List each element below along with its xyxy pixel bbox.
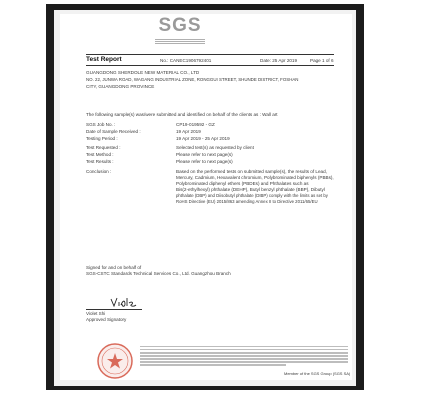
report-page: Page 1 of 6	[310, 58, 334, 63]
conclusion-line: phthalate (DBP) and Diisobutyl phthalate (DIBP) comply with the limits as set by	[176, 193, 328, 198]
sgs-logo-lines	[155, 39, 205, 44]
handwritten-signature	[110, 296, 138, 308]
field-label: Testing Period :	[86, 136, 118, 141]
report-date: Date: 25 Apr 2019	[260, 58, 298, 63]
conclusion-line: Based on the performed tests on submitted sample(s), the results of Lead,	[176, 169, 327, 174]
header-rule	[86, 54, 334, 55]
field-value: 19 Apr 2019	[176, 129, 201, 134]
signed-company: SGS-CSTC Standards Technical Services Co., Ltd. Guangzhou Branch	[86, 271, 231, 276]
applicant-address-1: NO. 22, JUNWA ROAD, WAGANG INDUSTRIAL ZONE, RONGGUI STREET, SHUNDE DISTRICT, FOSHAN	[86, 77, 299, 82]
signature-rule	[86, 309, 142, 310]
sample-intro: The following sample(s) was/were submitted and identified on behalf of the clients as : Wall art	[86, 112, 278, 117]
signatory-name: Violet Shi	[86, 311, 106, 316]
conclusion-line: RoHS Directive (EU) 2015/863 amending Annex II to Directive 2011/65/EU	[176, 199, 318, 204]
field-value: Selected test(s) as requested by client	[176, 145, 254, 150]
applicant-name: GUANGDONG SHERDOLE NEW MATERIAL CO., LTD	[86, 70, 200, 75]
field-value: 19 Apr 2019 - 25 Apr 2019	[176, 136, 230, 141]
applicant-address-2: CITY, GUANGDONG PROVINCE	[86, 84, 155, 89]
footer-note: Member of the SGS Group (SGS SA)	[284, 371, 351, 376]
field-label: Date of Sample Received :	[86, 129, 141, 134]
field-label: SGS Job No. :	[86, 122, 116, 127]
fine-print	[140, 346, 348, 370]
conclusion-line: Polybrominated diphenyl ethers (PBDEs) and Phthalates such as	[176, 181, 309, 186]
report-number: No.: CANEC1906792401	[160, 58, 212, 63]
field-value: Please refer to next page(s)	[176, 159, 233, 164]
sgs-logo: SGS	[158, 15, 202, 36]
field-label: Test Results :	[86, 159, 114, 164]
conclusion-line: Mercury, Cadmium, Hexavalent chromium, Polybrominated biphenyls (PBBs),	[176, 175, 334, 180]
signatory-title: Approved Signatory	[86, 317, 127, 322]
report-title: Test Report	[86, 56, 122, 63]
field-value: Please refer to next page(s)	[176, 152, 233, 157]
field-label: Test Requested :	[86, 145, 121, 150]
signed-on-behalf: Signed for and on behalf of	[86, 265, 142, 270]
official-stamp	[96, 342, 134, 380]
header-rule-bottom	[86, 65, 334, 66]
field-label: Test Method :	[86, 152, 114, 157]
conclusion-line: Bis(2-ethylhexyl) phthalate (DEHP), Butyl benzyl phthalate (BBP), Dibutyl	[176, 187, 325, 192]
conclusion-label: Conclusion :	[86, 169, 112, 174]
field-value: CP19-019592 - GZ	[176, 122, 215, 127]
